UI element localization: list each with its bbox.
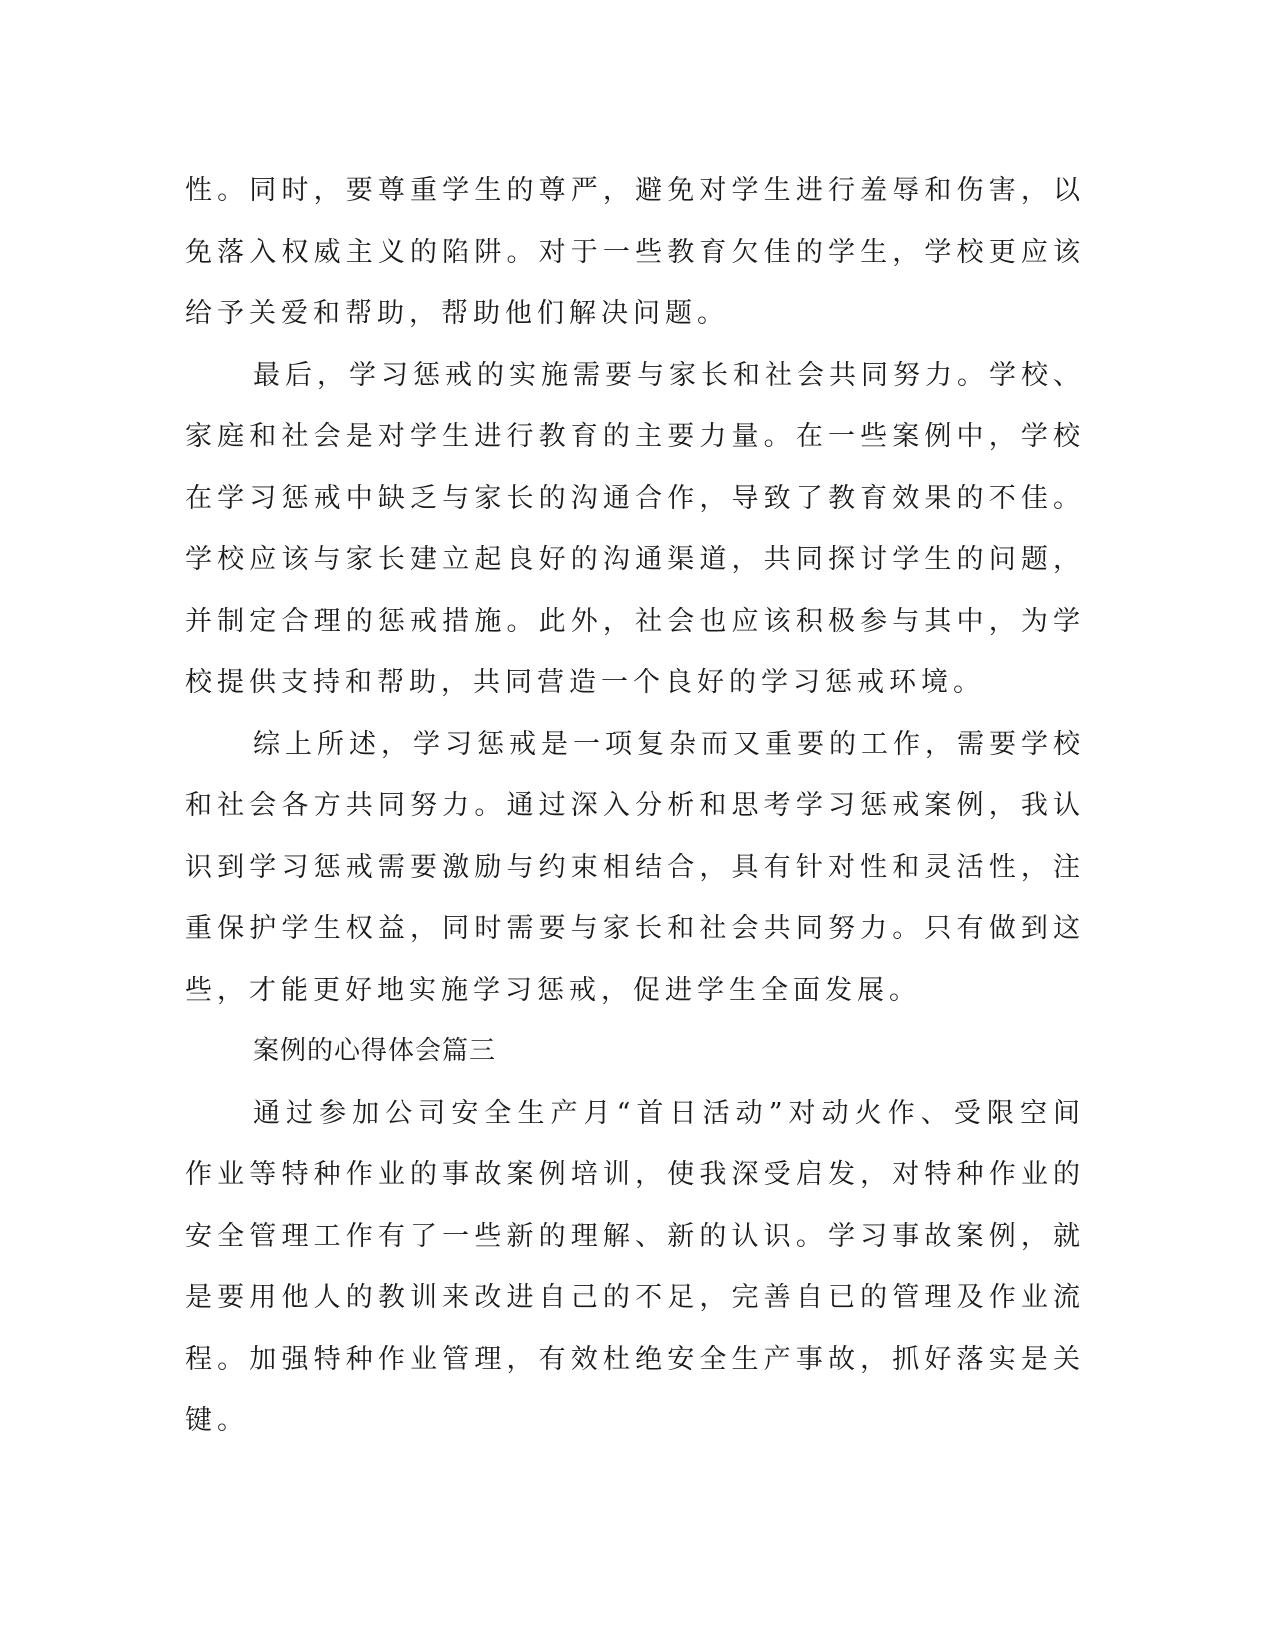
paragraph-2: 最后，学习惩戒的实施需要与家长和社会共同努力。学校、家庭和社会是对学生进行教育的主要力量。在一些案例中，学校在学习惩戒中缺乏与家长的沟通合作，导致了教育效果的不佳。学校应该与家长建立起良好的沟通渠道，共同探讨学生的问题，并制定合理的惩戒措施。此外，社会也应该积极参与其中，为学校提供支持和帮助，共同营造一个良好的学习惩戒环境。 — [185, 359, 1085, 698]
paragraph-3: 综上所述，学习惩戒是一项复杂而又重要的工作，需要学校和社会各方共同努力。通过深入分析和思考学习惩戒案例，我认识到学习惩戒需要激励与约束相结合，具有针对性和灵活性，注重保护学生权益，同时需要与家长和社会共同努力。只有做到这些，才能更好地实施学习惩戒，促进学生全面发展。 — [185, 728, 1085, 1006]
document-body — [185, 160, 1085, 1452]
paragraph-4: 通过参加公司安全生产月“首日活动”对动火作、受限空间作业等特种作业的事故案例培训，使我深受启发，对特种作业的安全管理工作有了一些新的理解、新的认识。学习事故案例，就是要用他人的教训来改进自己的不足，完善自已的管理及作业流程。加强特种作业管理，有效杜绝安全生产事故，抓好落实是关键。 — [185, 1097, 1085, 1436]
section-heading: 案例的心得体会篇三 — [253, 1036, 497, 1066]
paragraph-1: 性。同时，要尊重学生的尊严，避免对学生进行羞辱和伤害，以免落入权威主义的陷阱。对于一些教育欠佳的学生，学校更应该给予关爱和帮助，帮助他们解决问题。 — [185, 175, 1085, 329]
